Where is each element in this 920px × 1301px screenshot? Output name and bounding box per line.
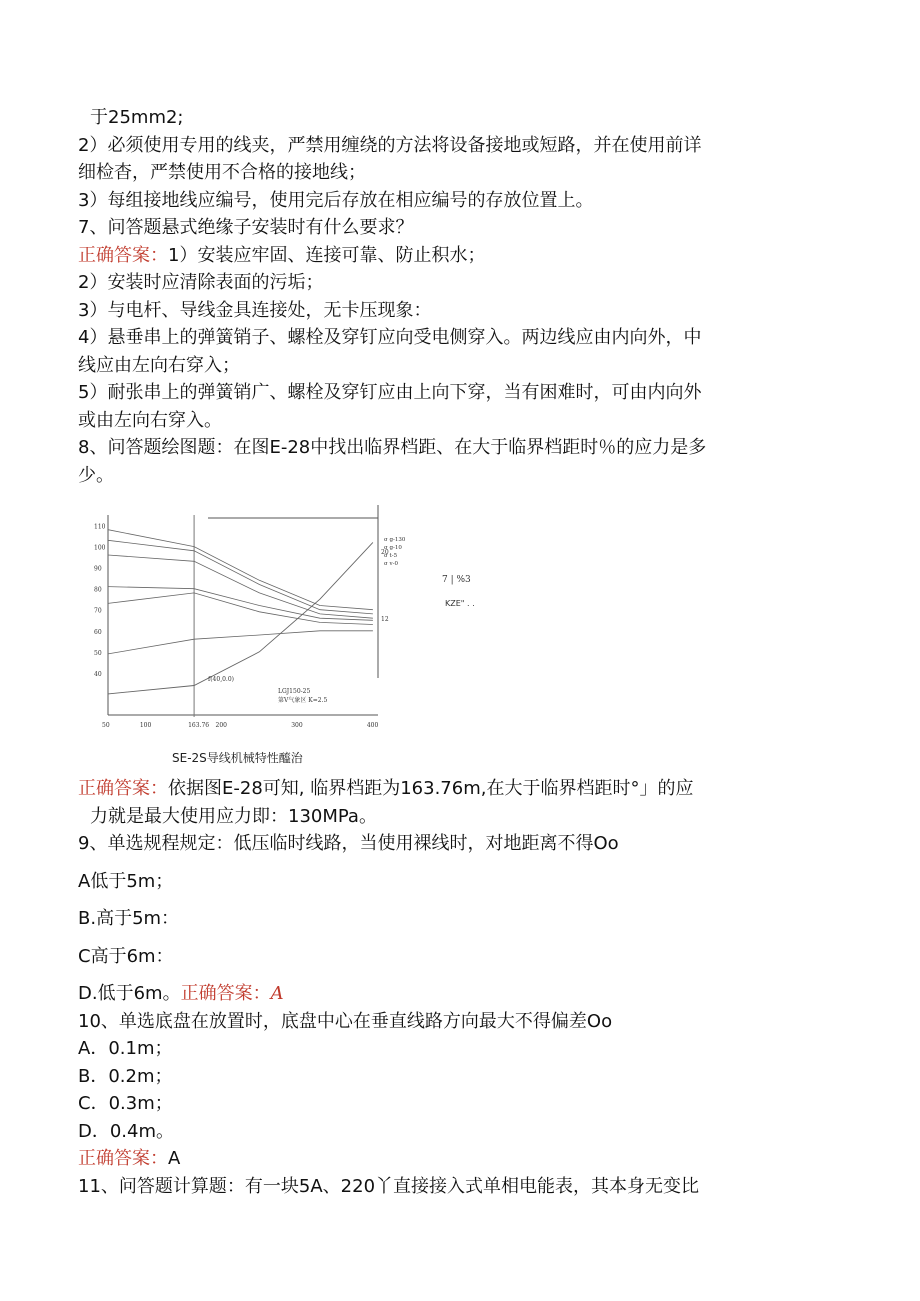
legend-entry: σ g-10	[384, 545, 402, 551]
question-8-title: 8、问答题绘图题：在图E-28中找出临界档距、在大于临界档距时％的应力是多	[78, 437, 707, 458]
option-b: B.高于5m：	[78, 908, 180, 929]
text-line: 4）悬垂串上的弹簧销子、螺栓及穿钉应向受电侧穿入。两边线应由内向外，中	[78, 327, 702, 348]
answer-text: 1）安装应牢固、连接可靠、防止积水；	[168, 244, 486, 266]
y-tick-label: 50	[94, 649, 102, 657]
option-d: D．0.4m。	[78, 1120, 175, 1142]
answer-text: 依据图E-28可知, 临界档距为163.76m,在大于临界档距时°」的应	[168, 778, 694, 799]
chart-annotation: f(40,0.0)	[208, 676, 234, 683]
text-line: 或由左向右穿入。	[78, 409, 222, 431]
mechanical-characteristic-chart	[78, 493, 458, 749]
y-tick-label: 70	[94, 607, 102, 615]
figure-mark: KZE" . .	[445, 599, 475, 608]
x-tick-label: 100	[139, 722, 152, 729]
text-line: 5）耐张串上的弹簧销广、螺栓及穿钉应由上向下穿，当有困难时，可由内向外	[78, 382, 702, 403]
y-tick-label: 80	[94, 586, 102, 594]
y-tick-label: 60	[94, 628, 102, 636]
chart-annotation: 第V气象区 K=2.5	[278, 697, 328, 704]
text-line: 线应由左向右穿入；	[78, 354, 240, 376]
x-tick-label: 300	[291, 722, 303, 729]
answer-label: 正确答案：	[180, 983, 271, 1004]
option-b: B．0.2m；	[78, 1065, 173, 1087]
y-right-tick-label: 12	[381, 616, 389, 624]
option-a: A．0.1m；	[78, 1038, 173, 1059]
question-7-title: 7、问答题悬式绝缘子安装时有什么要求？	[78, 217, 414, 238]
y-right-tick-label: 20	[381, 548, 389, 556]
document-page	[78, 104, 838, 1200]
y-tick-label: 90	[94, 565, 102, 573]
y-tick-label: 40	[94, 670, 102, 678]
option-a: A低于5m；	[78, 870, 174, 892]
text-line: 3）每组接地线应编号，使用完后存放在相应编号的存放位置上。	[78, 189, 594, 211]
legend-entry: σ g-130	[384, 537, 406, 543]
answer-value: A	[270, 983, 284, 1004]
question-7-answer	[78, 242, 838, 270]
chart-annotation: LGJ150-25	[278, 688, 311, 695]
question-8-answer	[78, 775, 838, 803]
x-tick-label: 163.76	[188, 722, 210, 729]
x-tick-label: 400	[366, 722, 379, 729]
question-10-answer	[78, 1145, 838, 1173]
question-11-title: 11、问答题计算题：有一块5A、220丫直接接入式单相电能表，其本身无变比	[78, 1175, 700, 1197]
legend-entry: σ v-0	[384, 561, 398, 567]
figure-e28	[78, 493, 838, 775]
x-tick-label: 200	[215, 722, 227, 729]
legend-entry: σ t-5	[384, 553, 398, 559]
option-d	[78, 980, 838, 1008]
text-line: 2）必须使用专用的线夹，严禁用缠绕的方法将设备接地或短路，并在使用前详	[78, 134, 702, 156]
text-line: 细检杳，严禁使用不合格的接地线；	[78, 162, 366, 183]
option-c: C高于6m：	[78, 945, 174, 967]
text-line: 于25mm2;	[90, 107, 184, 128]
text-line: 力就是最大使用应力即：130MPa。	[90, 805, 377, 827]
text-line: 3）与电杆、导线金具连接处，无卡压现象：	[78, 299, 432, 321]
text-line: 2）安装时应清除表面的污垢；	[78, 272, 324, 293]
option-c: C．0.3m；	[78, 1093, 173, 1114]
chart-background	[78, 493, 458, 749]
figure-sidenote: 7 | %3	[442, 575, 471, 585]
y-tick-label: 100	[94, 544, 106, 552]
y-tick-label: 110	[94, 523, 106, 531]
text-line: 少。	[78, 464, 114, 486]
x-tick-label: 50	[102, 722, 110, 729]
answer-label: 正确答案：	[78, 778, 168, 799]
option-d-text: D.低于6m。	[78, 983, 181, 1004]
answer-label: 正确答案：	[78, 244, 168, 266]
figure-caption: SE-2S导线机械特性醯治	[172, 751, 303, 765]
question-9-title: 9、单选规程规定：低压临时线路，当使用裸线时，对地距离不得Oo	[78, 833, 619, 854]
question-10-title: 10、单选底盘在放置时，底盘中心在垂直线路方向最大不得偏差Oo	[78, 1010, 613, 1032]
answer-label: 正确答案：	[78, 1148, 168, 1169]
answer-value: A	[168, 1148, 181, 1169]
